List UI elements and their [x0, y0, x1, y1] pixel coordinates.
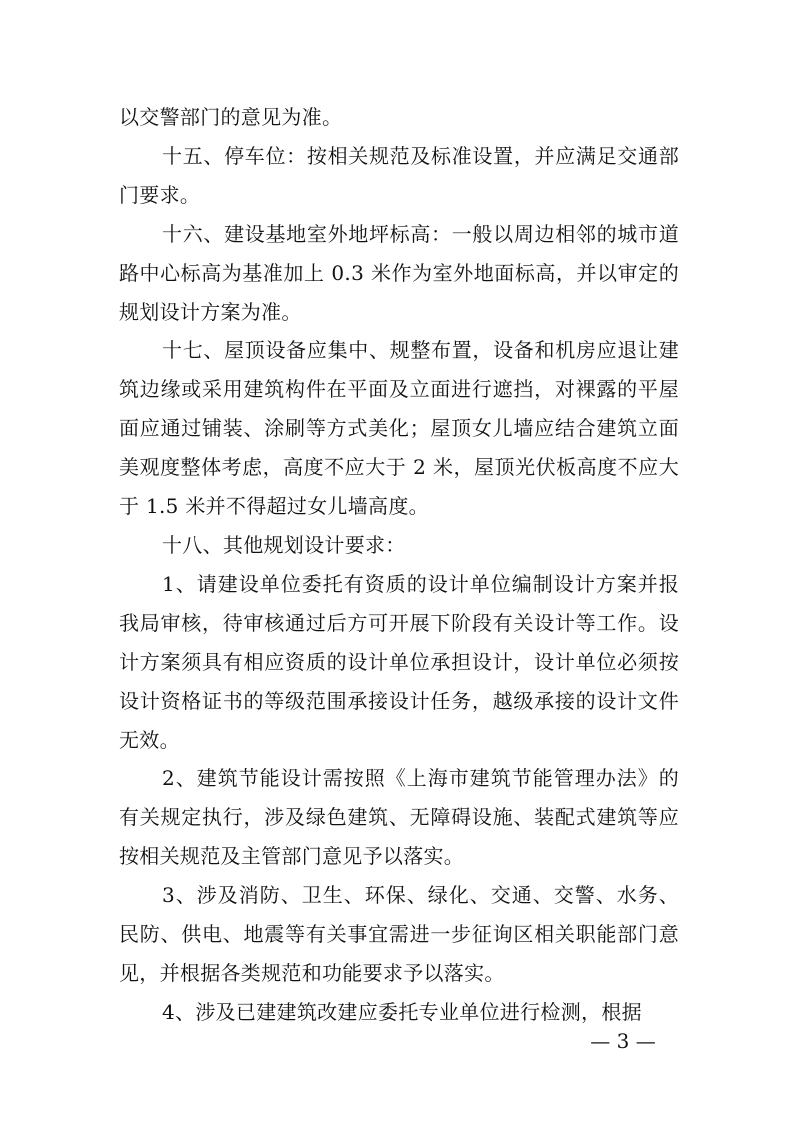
document-body	[119, 98, 679, 1032]
paragraph-subitem-4-inspection: 4、涉及已建建筑改建应委托专业单位进行检测，根据	[162, 999, 642, 1024]
page-number: — 3 —	[590, 1029, 656, 1053]
paragraph-continuation: 以交警部门的意见为准。	[119, 105, 343, 129]
paragraph-item-16-ground-elevation: 十六、建设基地室外地坪标高：一般以周边相邻的城市道路中心标高为基准加上 0.3 米作为室外地面标高，并以审定的规划设计方案为准。	[119, 221, 679, 324]
paragraph-item-15-parking: 十五、停车位：按相关规范及标准设置，并应满足交通部门要求。	[119, 143, 679, 207]
paragraph-item-17-roof-equipment: 十七、屋顶设备应集中、规整布置，设备和机房应退让建筑边缘或采用建筑构件在平面及立面进行遮挡，对裸露的平屋面应通过铺装、涂刷等方式美化；屋顶女儿墙应结合建筑立面美观度整体考虑，高度不应大于 2 米，屋顶光伏板高度不应大于 1.5 米并不得超过女儿墙高度。	[119, 338, 679, 519]
paragraph-subitem-3-consultation: 3、涉及消防、卫生、环保、绿化、交通、交警、水务、民防、供电、地震等有关事宜需进一步征询区相关职能部门意见，并根据各类规范和功能要求予以落实。	[119, 883, 679, 985]
paragraph-subitem-1-design-scheme: 1、请建设单位委托有资质的设计单位编制设计方案并报我局审核，待审核通过后方可开展下阶段有关设计等工作。设计方案须具有相应资质的设计单位承担设计，设计单位必须按设计资格证书的等级范围承接设计任务，越级承接的设计文件无效。	[119, 571, 679, 752]
paragraph-item-18-heading: 十八、其他规划设计要求：	[162, 532, 406, 557]
paragraph-subitem-2-energy-saving: 2、建筑节能设计需按照《上海市建筑节能管理办法》的有关规定执行，涉及绿色建筑、无障碍设施、装配式建筑等应按相关规范及主管部门意见予以落实。	[119, 766, 679, 869]
